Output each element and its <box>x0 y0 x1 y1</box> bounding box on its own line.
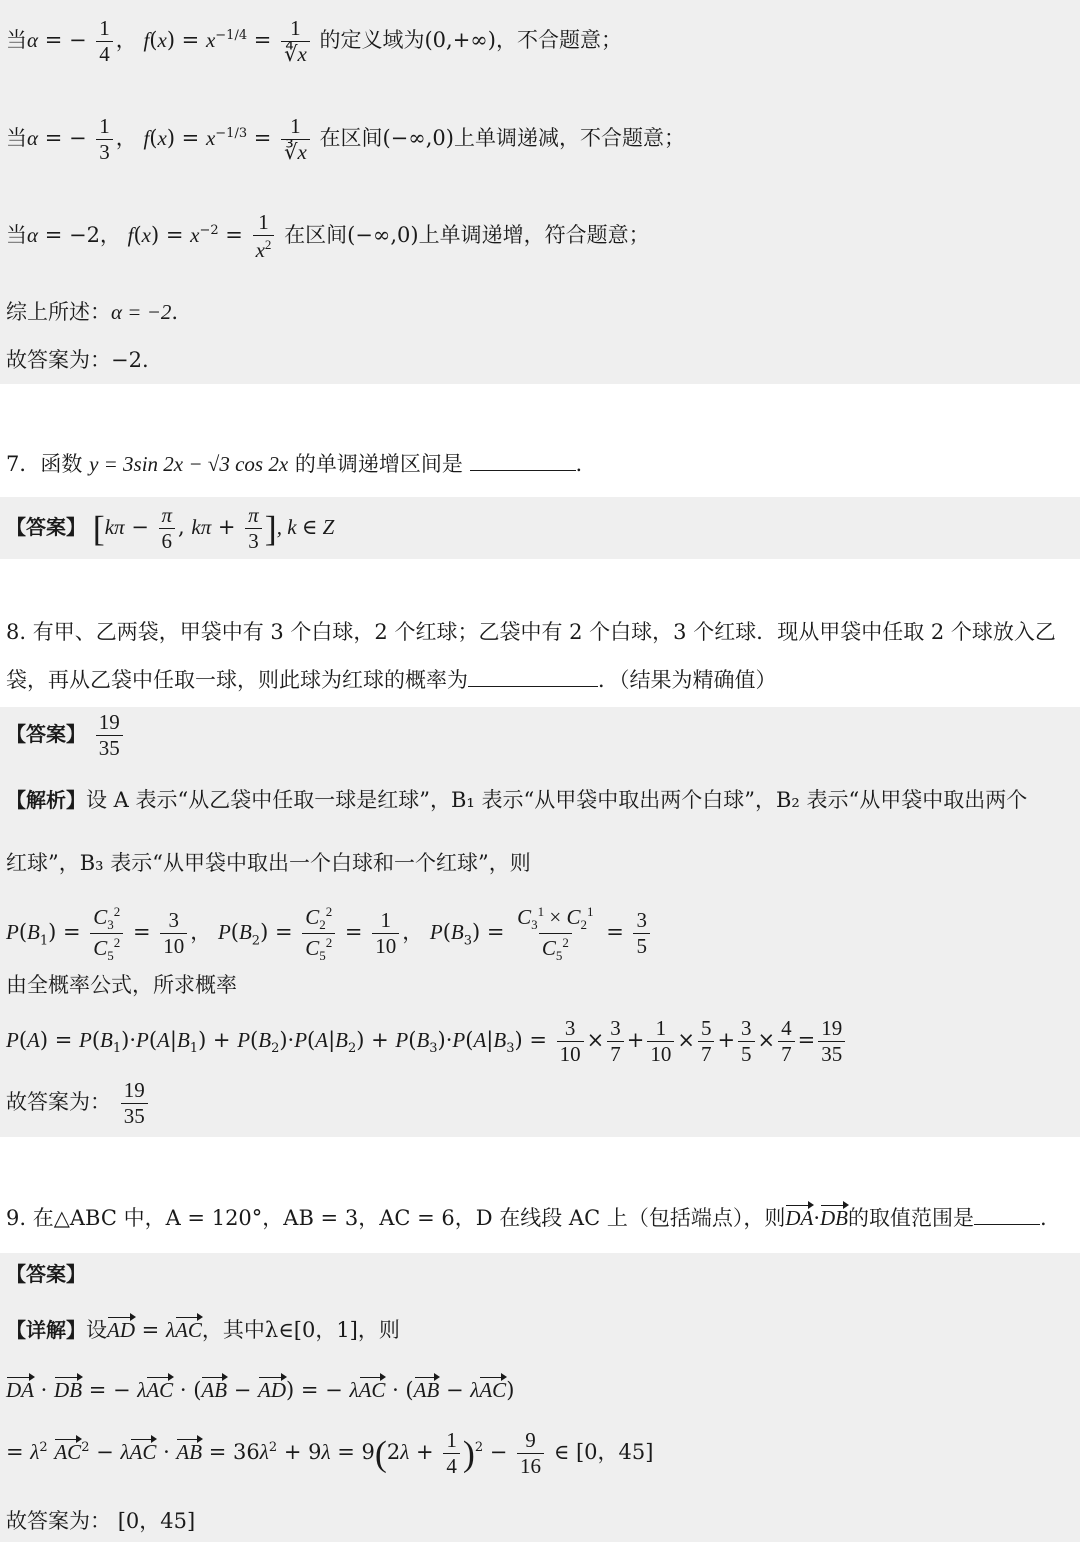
domain: (0,+∞) <box>424 28 496 52</box>
answer-blank <box>470 470 576 471</box>
text: ，不合题意； <box>495 28 622 52</box>
detail-label: 【详解】 <box>6 1318 86 1342</box>
answer-blank <box>468 686 598 687</box>
answer-blank <box>974 1224 1040 1225</box>
text: 的单调递增区间是 <box>294 452 463 476</box>
question-8-line1: 8. 有甲、乙两袋，甲袋中有 3 个白球，2 个红球；乙袋中有 2 个白球，3 个红球．现从甲袋中任取 2 个球放入乙 <box>6 620 1056 644</box>
text: 上单调递增，符合题意； <box>418 223 650 247</box>
answer-value: −2 <box>111 348 142 372</box>
text: 设 <box>86 1318 107 1342</box>
answer-label: 【答案】 <box>6 1262 86 1286</box>
summary-value: α = −2 <box>111 300 172 324</box>
answer-9-final <box>6 1511 195 1532</box>
answer-suffix: , k ∈ Z <box>276 515 335 539</box>
analysis-label: 【解析】 <box>6 788 86 812</box>
answer-value: [0，45] <box>117 1509 196 1533</box>
text: 在区间 <box>319 126 383 150</box>
interval: (−∞,0) <box>347 223 419 247</box>
question-number: 7．函数 <box>6 452 83 476</box>
answer-7: 【答案】 [kπ − $\frac{\pi}{6}$ , kπ + $\frac{\pi}{3}$ ], k ∈ Z <box>6 503 335 553</box>
interval: (−∞,0) <box>382 126 454 150</box>
text: 设 A 表示“从乙袋中任取一球是红球”，B₁ 表示“从甲袋中取出两个白球”，B₂ 表示“从甲袋中取出两个 <box>86 788 1028 812</box>
derivation-line2: = $\lambda^2$ $AC^2 - \lambda AC$ · AB = $36\lambda^2 + 9\lambda = 9(2\lambda$ + $\frac{1}{4}$ )$^2$ − $\frac{9}{16}$ ∈ [0，45] <box>6 1428 654 1478</box>
text: 当 <box>6 223 27 247</box>
answer-label: 【答案】 <box>6 722 86 746</box>
case-alpha-neg-third: 当α = − $\frac{1}{3}$ ， $f(x) = x^{-1/3}$ = $\frac{1}{∛x}$ 在区间(−∞,0)上单调递减，不合题意； <box>6 114 685 164</box>
answer-label: 故答案为： <box>6 348 111 372</box>
analysis-8-line1 <box>6 790 1027 811</box>
case-alpha-neg-two: 当α = −2， $f(x) = x^{-2}$ = $\frac{1}{x^2}$ 在区间(−∞,0)上单调递增，符合题意； <box>6 210 650 262</box>
analysis-8-line2: 红球”，B₃ 表示“从甲袋中取出一个白球和一个红球”，则 <box>6 851 531 875</box>
text: 9. 在△ABC 中，A = 120°，AB = 3，AC = 6，D 在线段 AC 上（包括端点），则 <box>6 1206 786 1230</box>
question-9: 9. 在△ABC 中，A = 120°，AB = 3，AC = 6，D 在线段 AC 上（包括端点），则DA·DB的取值范围是 . <box>6 1206 1047 1230</box>
question-8-line2 <box>6 670 777 691</box>
text: ．（结果为精确值） <box>598 668 777 692</box>
text: 上单调递减，不合题意； <box>453 126 685 150</box>
total-prob-label: 由全概率公式，所求概率 <box>6 973 237 997</box>
question-7: 7．函数 y = 3sin 2x − √3 cos 2x 的单调递增区间是 . <box>6 452 583 476</box>
answer-9 <box>6 1264 86 1285</box>
answer-label: 故答案为： <box>6 1509 111 1533</box>
summary-label: 综上所述： <box>6 300 111 324</box>
derivation-line1: DA · DB = − λAC · (AB − AD) = − λAC · (AB − λAC) <box>6 1378 515 1402</box>
answer-8: 【答案】 $\frac{19}{35}$ <box>6 712 126 759</box>
text: ，其中λ∈[0，1]，则 <box>201 1318 400 1342</box>
text: 当 <box>6 28 27 52</box>
text: 在区间 <box>284 223 348 247</box>
function-expression: y = 3sin 2x − √3 cos 2x <box>89 452 289 476</box>
text: 当 <box>6 126 27 150</box>
total-prob-formula: $P(A) = P(B_1)\cdot P(A|B_1) + P(B_2)\cdot P(A|B_2) + P(B_3)\cdot P(A|B_3)$ = $\frac{3}{10}$ × $\frac{3}{7}$ + $\frac{1}{10}$ × $\frac{5}{7}$ + $\frac{3}{5}$ × $\frac{4}{7}$ = $\frac{19}{35}$ <box>6 1018 848 1065</box>
text: 的定义域为 <box>319 28 425 52</box>
case-alpha-neg-quarter: 当α = − $\frac{1}{4}$ ， $f(x) = x^{-1/4}$ = $\frac{1}{∜x}$ 的定义域为(0,+∞)，不合题意； <box>6 16 622 66</box>
summary: 综上所述：α = −2. <box>6 300 179 324</box>
text: 袋，再从乙袋中任取一球，则此球为红球的概率为 <box>6 668 468 692</box>
answer-label: 故答案为： <box>6 1090 111 1114</box>
answer-label: 【答案】 <box>6 515 86 539</box>
detail-9: 【详解】设AD = λAC，其中λ∈[0，1]，则 <box>6 1318 400 1342</box>
answer-8-final: 故答案为： $\frac{19}{35}$ <box>6 1080 151 1127</box>
text: 的取值范围是 <box>848 1206 975 1230</box>
prob-b-values: $P(B_1)$ = $\frac{C_3^2}{C_5^2}$ = $\frac{3}{10}$ ， $P(B_2)$ = $\frac{C_2^2}{C_5^2}$ = $\frac{1}{10}$ ， $P(B_3)$ = $\frac{C_3^1 \times C_2^1}{C_5^2}$ = $\frac{3}{5}$ <box>6 905 653 962</box>
answer-6: 故答案为：−2. <box>6 348 149 372</box>
